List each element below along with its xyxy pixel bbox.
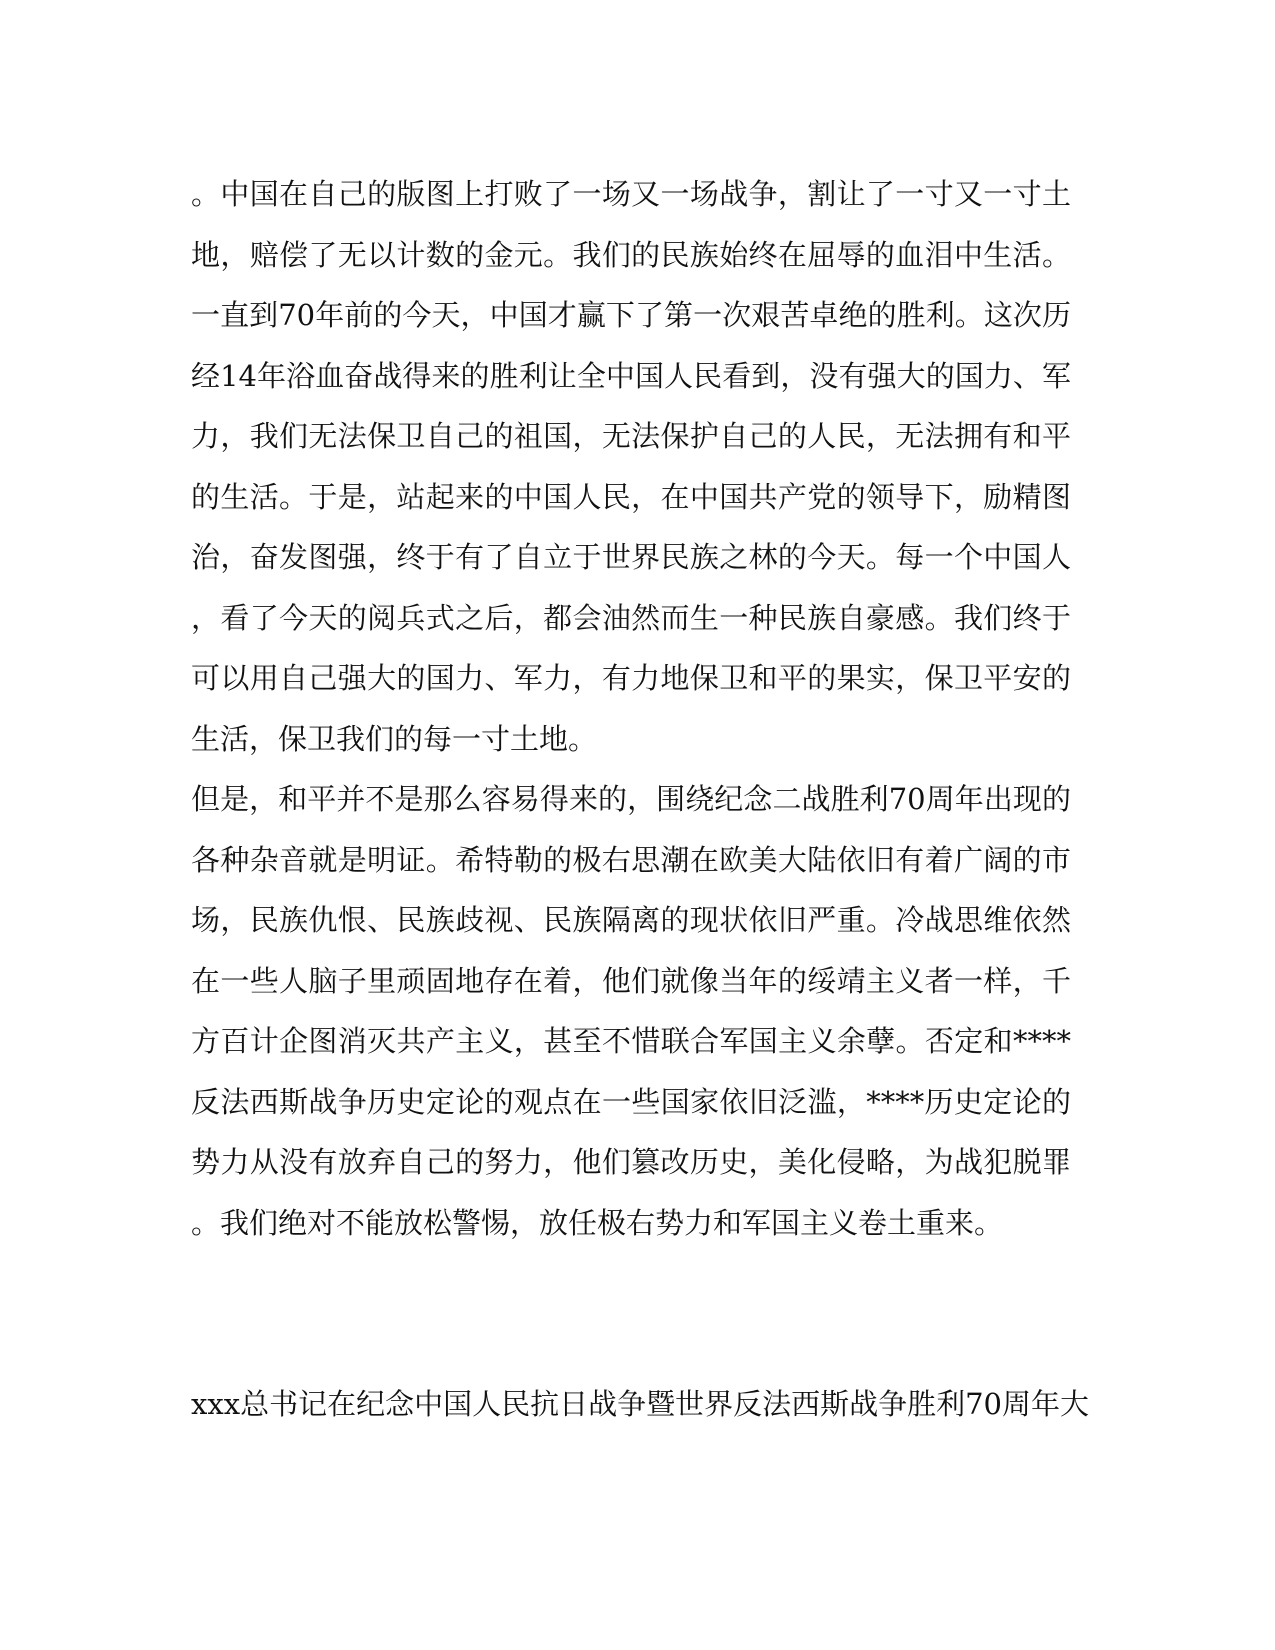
text-line: 场，民族仇恨、民族歧视、民族隔离的现状依旧严重。冷战思维依然 bbox=[191, 903, 1071, 937]
text-line: 的生活。于是，站起来的中国人民，在中国共产党的领导下，励精图 bbox=[191, 479, 1071, 514]
text-line: 经14年浴血奋战得来的胜利让全中国人民看到，没有强大的国力、军 bbox=[191, 358, 1071, 393]
text-line: 但是，和平并不是那么容易得来的，围绕纪念二战胜利70周年出现的 bbox=[191, 782, 1071, 816]
text-line: 地，赔偿了无以计数的金元。我们的民族始终在屈辱的血泪中生活。 bbox=[191, 237, 1071, 272]
text-line: 在一些人脑子里顽固地存在着，他们就像当年的绥靖主义者一样，千 bbox=[191, 963, 1071, 998]
text-line: 可以用自己强大的国力、军力，有力地保卫和平的果实，保卫平安的 bbox=[191, 661, 1071, 695]
text-line: 势力从没有放弃自己的努力，他们篡改历史，美化侵略，为战犯脱罪 bbox=[191, 1145, 1071, 1179]
text-line: 治，奋发图强，终于有了自立于世界民族之林的今天。每一个中国人 bbox=[191, 540, 1071, 574]
text-line: 方百计企图消灭共产主义，甚至不惜联合军国主义余孽。否定和**** bbox=[191, 1024, 1071, 1058]
paragraph bbox=[191, 769, 1071, 1253]
text-line: ，看了今天的阅兵式之后，都会油然而生一种民族自豪感。我们终于 bbox=[191, 600, 1071, 635]
paragraph-spacer bbox=[191, 1253, 1071, 1374]
text-line: 力，我们无法保卫自己的祖国，无法保护自己的人民，无法拥有和平 bbox=[191, 419, 1071, 453]
text-line: 一直到70年前的今天，中国才赢下了第一次艰苦卓绝的胜利。这次历 bbox=[191, 298, 1071, 332]
body-text bbox=[191, 164, 1089, 1435]
paragraph bbox=[191, 1374, 1089, 1435]
text-line: 。我们绝对不能放松警惕，放任极右势力和军国主义卷土重来。 bbox=[191, 1205, 1004, 1240]
text-line: 生活，保卫我们的每一寸土地。 bbox=[191, 721, 598, 756]
text-line: 。中国在自己的版图上打败了一场又一场战争，割让了一寸又一寸土 bbox=[191, 177, 1071, 211]
text-line: xxx总书记在纪念中国人民抗日战争暨世界反法西斯战争胜利70周年大 bbox=[191, 1387, 1089, 1421]
text-line: 反法西斯战争历史定论的观点在一些国家依旧泛滥，****历史定论的 bbox=[191, 1084, 1071, 1119]
text-line: 各种杂音就是明证。希特勒的极右思潮在欧美大陆依旧有着广阔的市 bbox=[191, 842, 1071, 877]
paragraph bbox=[191, 164, 1071, 769]
